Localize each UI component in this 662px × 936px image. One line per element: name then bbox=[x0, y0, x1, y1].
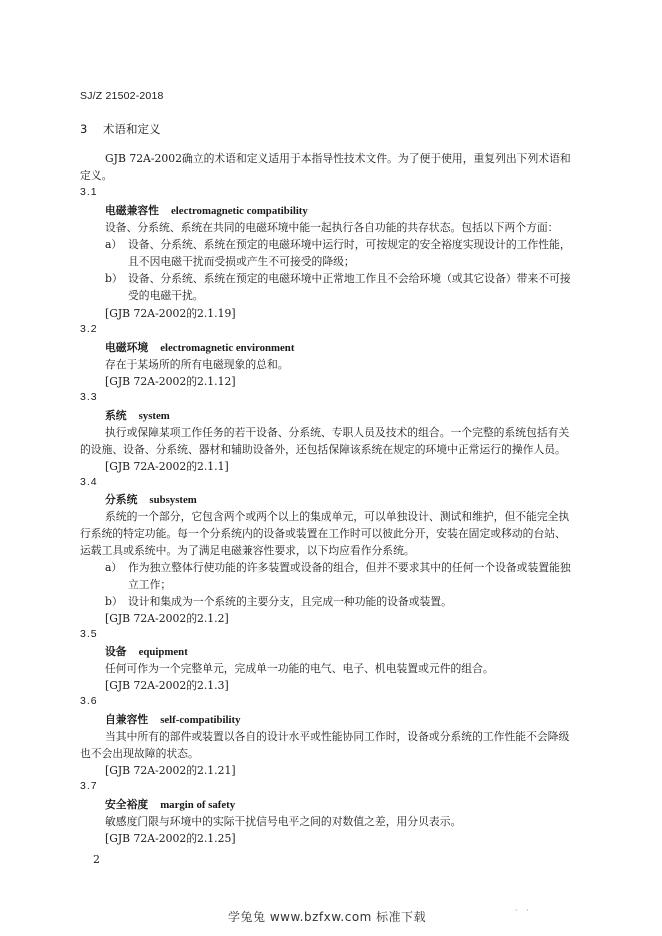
list-item-a-label: a） bbox=[105, 561, 123, 574]
list-item-b-line-1: 设计和集成为一个系统的主要分支，且完成一种功能的设备或装置。 bbox=[128, 595, 452, 608]
entry-number: 3.1 bbox=[80, 186, 98, 198]
entry-number: 3.7 bbox=[80, 780, 98, 792]
entry-number: 3.4 bbox=[80, 476, 98, 488]
term-heading bbox=[105, 712, 241, 727]
reference-text: [GJB 72A-2002的2.1.2] bbox=[105, 612, 229, 625]
list-item-a-line-2: 且不因电磁干扰而受损或产生不可接受的降级； bbox=[128, 255, 355, 268]
list-item-a-label: a） bbox=[105, 238, 123, 251]
term-en: electromagnetic environment bbox=[160, 342, 295, 354]
term-zh: 安全裕度 bbox=[105, 798, 149, 811]
list-item-a-line-2: 立工作； bbox=[128, 578, 172, 591]
intro-line-2: 定义。 bbox=[80, 169, 113, 182]
definition-line-2: 也不会出现故障的状态。 bbox=[80, 747, 199, 760]
reference-text: [GJB 72A-2002的2.1.3] bbox=[105, 679, 229, 692]
term-zh: 分系统 bbox=[105, 493, 138, 506]
definition-line-2: 的设施、设备、分系统、器材和辅助设备外，还包括保障该系统在规定的环境中正常运行的操作人员。 bbox=[80, 443, 566, 456]
reference-text: [GJB 72A-2002的2.1.19] bbox=[105, 307, 236, 320]
term-heading bbox=[105, 408, 170, 423]
term-en: equipment bbox=[138, 646, 188, 658]
term-zh: 电磁环境 bbox=[105, 341, 149, 354]
list-item-b-label: b） bbox=[105, 595, 123, 608]
reference-text: [GJB 72A-2002的2.1.1] bbox=[105, 460, 229, 473]
section-heading bbox=[80, 121, 160, 137]
term-zh: 系统 bbox=[105, 409, 127, 422]
term-zh: 设备 bbox=[105, 645, 127, 658]
section-title: 术语和定义 bbox=[102, 122, 161, 136]
list-item-b-label: b） bbox=[105, 272, 123, 285]
entry-number: 3.6 bbox=[80, 695, 98, 707]
section-number: 3 bbox=[80, 122, 88, 136]
reference-text: [GJB 72A-2002的2.1.12] bbox=[105, 375, 236, 388]
footer-dots: · · bbox=[515, 906, 532, 915]
definition-line-1: 当其中所有的部件或装置以各自的设计水平或性能协同工作时，设备或分系统的工作性能不会降级 bbox=[105, 730, 570, 743]
term-zh: 电磁兼容性 bbox=[105, 204, 159, 217]
term-en: self-compatibility bbox=[160, 714, 241, 726]
entry-number: 3.5 bbox=[80, 628, 98, 640]
term-heading bbox=[105, 492, 197, 507]
intro-line-1: GJB 72A-2002确立的术语和定义适用于本指导性技术文件。为了便于使用，重复列出下列术语和 bbox=[105, 152, 571, 165]
definition-line-2: 行系统的特定功能。每一个分系统内的设备或装置在工作时可以彼此分开，安装在固定或移动的台站、 bbox=[80, 527, 566, 540]
term-heading bbox=[105, 797, 235, 812]
term-heading bbox=[105, 203, 308, 218]
reference-text: [GJB 72A-2002的2.1.25] bbox=[105, 832, 236, 845]
term-en: margin of safety bbox=[160, 799, 236, 811]
definition-line-1: 执行或保障某项工作任务的若干设备、分系统、专职人员及技术的组合。一个完整的系统包括有关 bbox=[105, 426, 570, 439]
standard-code: SJ/Z 21502-2018 bbox=[80, 90, 164, 102]
term-heading bbox=[105, 644, 188, 659]
list-item-b-line-1: 设备、分系统、系统在预定的电磁环境中正常地工作且不会给环境（或其它设备）带来不可接 bbox=[128, 272, 571, 285]
definition-text: 存在于某场所的所有电磁现象的总和。 bbox=[105, 358, 289, 371]
list-item-a-line-1: 作为独立整体行使功能的许多装置或设备的组合，但并不要求其中的任何一个设备或装置能独 bbox=[128, 561, 571, 574]
definition-text: 设备、分系统、系统在共同的电磁环境中能一起执行各自功能的共存状态。包括以下两个方面： bbox=[105, 221, 559, 234]
definition-line-3: 运载工具或系统中。为了满足电磁兼容性要求，以下均应看作分系统。 bbox=[80, 544, 415, 557]
term-en: system bbox=[138, 410, 170, 422]
reference-text: [GJB 72A-2002的2.1.21] bbox=[105, 764, 236, 777]
term-en: subsystem bbox=[149, 494, 197, 506]
definition-line-1: 系统的一个部分，它包含两个或两个以上的集成单元，可以单独设计、测试和维护，但不能完全执 bbox=[105, 510, 570, 523]
entry-number: 3.2 bbox=[80, 323, 98, 335]
definition-text: 任何可作为一个完整单元，完成单一功能的电气、电子、机电装置或元件的组合。 bbox=[105, 662, 494, 675]
list-item-b-line-2: 受的电磁干扰。 bbox=[128, 289, 204, 302]
page-number: 2 bbox=[93, 853, 100, 866]
entry-number: 3.3 bbox=[80, 391, 98, 403]
list-item-a-line-1: 设备、分系统、系统在预定的电磁环境中运行时，可按规定的安全裕度实现设计的工作性能， bbox=[128, 238, 571, 251]
term-en: electromagnetic compatibility bbox=[170, 205, 308, 217]
term-zh: 自兼容性 bbox=[105, 713, 149, 726]
definition-text: 敏感度门限与环境中的实际干扰信号电平之间的对数值之差，用分贝表示。 bbox=[105, 815, 462, 828]
term-heading bbox=[105, 340, 294, 355]
footer-watermark: 学兔兔 www.bzfxw.com 标准下载 bbox=[228, 910, 427, 924]
